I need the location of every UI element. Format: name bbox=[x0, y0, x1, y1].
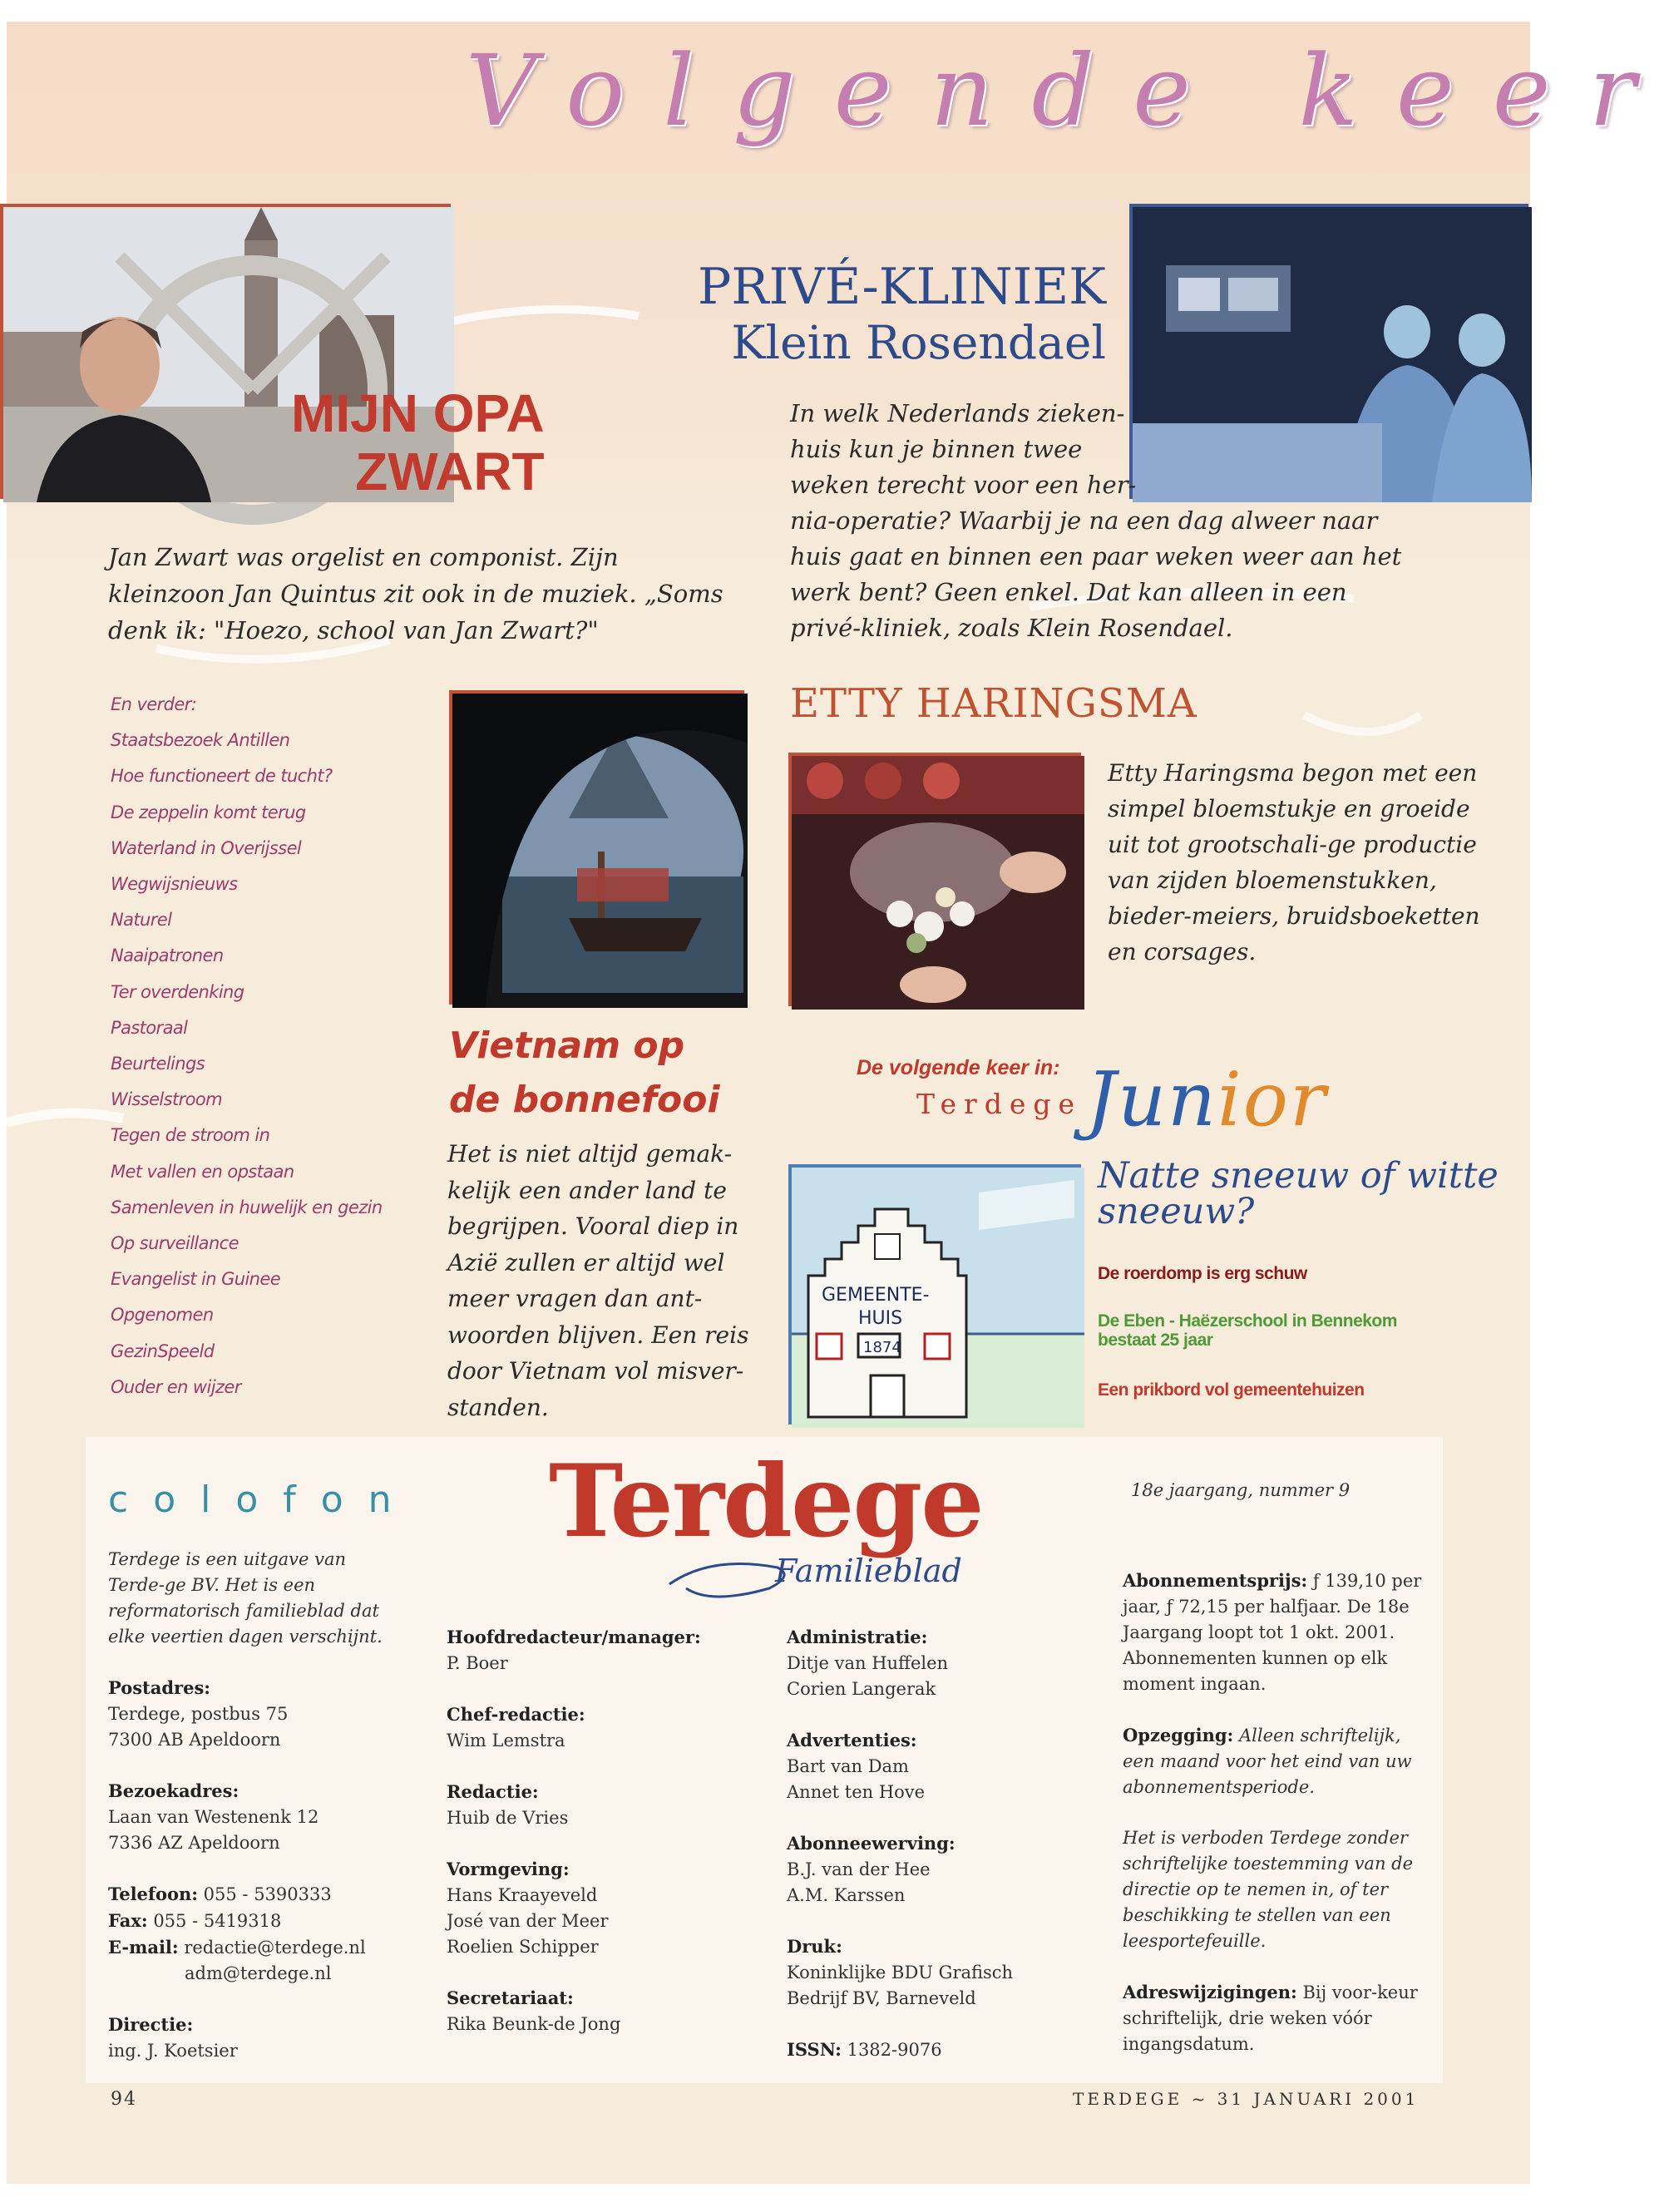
colofon-administratie bbox=[787, 1624, 1086, 1702]
email-label: E-mail: bbox=[108, 1937, 179, 1958]
toc-item[interactable]: Met vallen en opstaan bbox=[111, 1161, 294, 1182]
junior-item-3: Een prikbord vol gemeentehuizen bbox=[1098, 1380, 1365, 1400]
toc-item[interactable]: Tegen de stroom in bbox=[111, 1125, 270, 1146]
colofon-postadres bbox=[108, 1675, 407, 1753]
toc-item[interactable]: Beurtelings bbox=[111, 1054, 205, 1074]
etty-photo bbox=[788, 753, 1081, 1006]
redactie-value: Huib de Vries bbox=[447, 1808, 569, 1828]
toc-item[interactable]: Staatsbezoek Antillen bbox=[111, 730, 290, 751]
junior-item-1: De roerdomp is erg schuw bbox=[1098, 1264, 1307, 1283]
drawing-text-1: GEMEENTE- bbox=[822, 1285, 930, 1306]
page-number: 94 bbox=[111, 2089, 137, 2110]
toc-item[interactable]: GezinSpeeld bbox=[111, 1341, 215, 1361]
kliniek-heading-line2: Klein Rosendael bbox=[731, 316, 1106, 369]
toc-item[interactable]: Op surveillance bbox=[111, 1233, 239, 1254]
kliniek-heading bbox=[582, 258, 1106, 369]
email-link-1[interactable]: redactie@terdege.nl bbox=[178, 1938, 366, 1958]
junior-item-2: De Eben - Haëzerschool in Bennekom bestaat 25 jaar bbox=[1098, 1311, 1397, 1350]
issue-footer: TERDEGE ~ 31 JANUARI 2001 bbox=[1073, 2089, 1420, 2109]
toc-item[interactable]: Hoe functioneert de tucht? bbox=[111, 766, 333, 787]
kliniek-lead bbox=[790, 396, 1405, 646]
colofon-hoofdredacteur bbox=[447, 1624, 746, 1676]
werving-1: B.J. van der Hee bbox=[787, 1859, 931, 1879]
adv-label: Advertenties: bbox=[787, 1730, 917, 1750]
toc-item[interactable]: De zeppelin komt terug bbox=[111, 802, 306, 822]
toc-item[interactable]: Wegwijsnieuws bbox=[111, 874, 238, 895]
gemeentehuis-drawing bbox=[792, 1168, 1084, 1428]
kliniek-lead-part2: nia-operatie? Waarbij je na een dag alweer naar huis gaat en binnen een paar weken weer aan het werk bent? Geen enkel. Dat kan alleen in een privé-kliniek, zoals Klein Rosendael. bbox=[790, 506, 1402, 642]
bezoek-2: 7336 AZ Apeldoorn bbox=[108, 1833, 280, 1853]
colofon-chef bbox=[447, 1701, 746, 1754]
junior-brand: Terdege bbox=[916, 1088, 1083, 1120]
colofon-adreswijzigingen bbox=[1123, 1979, 1422, 2057]
colofon-vormgeving bbox=[447, 1856, 746, 1960]
colofon-intro: Terdege is een uitgave van Terde-ge BV. Het is een reformatorisch familieblad dat elke veertien dagen verschijnt. bbox=[108, 1549, 383, 1647]
vietnam-heading-line1: Vietnam op bbox=[449, 1025, 685, 1067]
drawing-text-2: HUIS bbox=[858, 1308, 903, 1329]
postadres-label: Postadres: bbox=[108, 1677, 211, 1698]
adres-value: Bij voor-keur schriftelijk, drie weken vóór ingangsdatum. bbox=[1123, 1982, 1418, 2054]
postadres-1: Terdege, postbus 75 bbox=[108, 1704, 289, 1724]
toc-item[interactable]: Waterland in Overijssel bbox=[111, 837, 302, 858]
opa-heading-line1: MIJN OPA bbox=[291, 383, 545, 443]
colofon-verbod: Het is verboden Terdege zonder schriftelijke toestemming van de directie op te nemen in, of ter beschikking te stellen van een leesportefeuille. bbox=[1123, 1828, 1414, 1951]
etty-lead: Etty Haringsma begon met een simpel bloemstukje en groeide uit tot grootschali-ge productie van zijden bloemenstukken, bieder-meiers, bruidsboeketten en corsages. bbox=[1108, 759, 1480, 965]
junior-logo bbox=[1086, 1056, 1327, 1143]
tel-value: 055 - 5390333 bbox=[197, 1884, 332, 1904]
directie-value: ing. J. Koetsier bbox=[108, 2041, 238, 2061]
toc-item[interactable]: Ouder en wijzer bbox=[111, 1376, 241, 1397]
toc-item[interactable]: Opgenomen bbox=[111, 1305, 214, 1326]
tel-label: Telefoon: bbox=[108, 1884, 198, 1904]
werving-2: A.M. Karssen bbox=[787, 1885, 906, 1905]
vietnam-photo-art bbox=[452, 694, 748, 1008]
vietnam-heading bbox=[449, 1019, 720, 1127]
druk-label: Druk: bbox=[787, 1936, 842, 1957]
colofon-directie bbox=[108, 2012, 407, 2064]
toc-item[interactable]: Pastoraal bbox=[111, 1017, 188, 1038]
colofon-heading: colofon bbox=[108, 1479, 417, 1521]
issn-label: ISSN: bbox=[787, 2039, 842, 2060]
drawing-year: 1874 bbox=[863, 1339, 901, 1356]
email-link-2[interactable]: adm@terdege.nl bbox=[185, 1963, 332, 1983]
hoofd-value: P. Boer bbox=[447, 1653, 508, 1673]
hoofd-label: Hoofdredacteur/manager: bbox=[447, 1627, 701, 1647]
swoosh-4 bbox=[7, 1113, 123, 1123]
colofon-druk bbox=[787, 1933, 1086, 2012]
colofon-issn bbox=[787, 2037, 1086, 2063]
druk-1: Koninklijke BDU Grafisch bbox=[787, 1963, 1014, 1982]
bezoek-label: Bezoekadres: bbox=[108, 1780, 239, 1801]
chef-label: Chef-redactie: bbox=[447, 1704, 585, 1725]
toc-item[interactable]: Evangelist in Guinee bbox=[111, 1269, 281, 1290]
colofon-col-2 bbox=[447, 1624, 746, 2062]
etty-photo-art bbox=[792, 756, 1084, 1010]
toc-item[interactable]: Naturel bbox=[111, 910, 172, 931]
vorm-2: José van der Meer bbox=[447, 1911, 609, 1931]
colofon-abonneewerving bbox=[787, 1830, 1086, 1908]
colofon-brand: Terdege bbox=[549, 1443, 983, 1560]
abon-value: ƒ 139,10 per jaar, ƒ 72,15 per halfjaar. De 18e Jaargang loopt tot 1 okt. 2001. Abonnementen kunnen op elk moment ingaan. bbox=[1123, 1571, 1422, 1694]
etty-heading: ETTY HARINGSMA bbox=[790, 680, 1197, 727]
opa-lead: Jan Zwart was orgelist en componist. Zijn kleinzoon Jan Quintus zit ook in de muziek. „Soms denk ik: "Hoezo, school van Jan Zwart?" bbox=[108, 543, 723, 644]
junior-drawing bbox=[788, 1164, 1081, 1424]
druk-2: Bedrijf BV, Barneveld bbox=[787, 1988, 976, 2008]
colofon-col-1 bbox=[108, 1547, 407, 2089]
junior-sneeuw: Natte sneeuw of witte sneeuw? bbox=[1098, 1155, 1499, 1232]
toc-item[interactable]: Wisselstroom bbox=[111, 1089, 222, 1110]
junior-intro: De volgende keer in: bbox=[857, 1056, 1060, 1079]
secr-label: Secretariaat: bbox=[447, 1987, 574, 2008]
opz-label: Opzegging: bbox=[1123, 1725, 1234, 1745]
colofon-opzegging bbox=[1123, 1722, 1422, 1800]
vorm-1: Hans Kraayeveld bbox=[447, 1885, 598, 1905]
adres-label: Adreswijzigingen: bbox=[1123, 1982, 1297, 2002]
fax-value: 055 - 5419318 bbox=[147, 1911, 282, 1931]
opa-heading-line2: ZWART bbox=[355, 442, 545, 501]
admin-1: Ditje van Huffelen bbox=[787, 1653, 949, 1673]
colofon-col-4 bbox=[1123, 1568, 1422, 2082]
colofon-advertenties bbox=[787, 1727, 1086, 1805]
jaargang: 18e jaargang, nummer 9 bbox=[1131, 1480, 1351, 1500]
directie-label: Directie: bbox=[108, 2014, 194, 2035]
vietnam-lead: Het is niet altijd gemak-kelijk een ander land te begrijpen. Vooral diep in Azië zullen er altijd wel meer vragen dan ant-woorden blijven. Een reis door Vietnam vol misver-standen. bbox=[447, 1140, 749, 1421]
vorm-label: Vormgeving: bbox=[447, 1859, 570, 1879]
vorm-3: Roelien Schipper bbox=[447, 1937, 599, 1957]
colofon-brand-sub: Familieblad bbox=[775, 1553, 962, 1589]
swoosh-5 bbox=[1304, 715, 1420, 732]
toc-item[interactable]: Ter overdenking bbox=[111, 981, 244, 1002]
secr-value: Rika Beunk-de Jong bbox=[447, 2014, 621, 2034]
colofon-secretariaat bbox=[447, 1985, 746, 2037]
colofon-abonnement bbox=[1123, 1568, 1422, 1697]
adv-2: Annet ten Hove bbox=[787, 1782, 926, 1802]
colofon-redactie bbox=[447, 1779, 746, 1831]
redactie-label: Redactie: bbox=[447, 1781, 539, 1802]
kliniek-lead-part1: In welk Nederlands zieken-huis kun je binnen twee weken terecht voor een her- bbox=[790, 399, 1137, 499]
page-title: Volgende keer bbox=[466, 33, 1674, 148]
issn-value: 1382-9076 bbox=[841, 2040, 942, 2060]
chef-value: Wim Lemstra bbox=[447, 1731, 565, 1750]
vietnam-heading-line2: de bonnefooi bbox=[449, 1079, 720, 1121]
vietnam-photo bbox=[449, 690, 744, 1005]
colofon-contact bbox=[108, 1881, 407, 1987]
toc-item[interactable]: En verder: bbox=[111, 694, 197, 714]
werving-label: Abonneewerving: bbox=[787, 1833, 956, 1854]
adv-1: Bart van Dam bbox=[787, 1756, 909, 1776]
admin-label: Administratie: bbox=[787, 1627, 928, 1647]
toc-item[interactable]: Naaipatronen bbox=[111, 946, 224, 966]
toc-item[interactable]: Samenleven in huwelijk en gezin bbox=[111, 1197, 383, 1217]
abon-label: Abonnementsprijs: bbox=[1123, 1570, 1308, 1591]
opa-heading bbox=[291, 384, 545, 501]
postadres-2: 7300 AB Apeldoorn bbox=[108, 1730, 281, 1750]
toc-list bbox=[111, 687, 383, 1405]
fax-label: Fax: bbox=[108, 1910, 148, 1931]
colofon-col-3 bbox=[787, 1624, 1086, 2088]
colofon-bezoekadres bbox=[108, 1778, 407, 1856]
junior-logo-orange: ior bbox=[1217, 1056, 1328, 1143]
opz-value: Alleen schriftelijk, een maand voor het eind van uw abonnementsperiode. bbox=[1123, 1726, 1412, 1797]
kliniek-heading-line1: PRIVÉ-KLINIEK bbox=[698, 258, 1106, 316]
junior-logo-blue: Jun bbox=[1086, 1056, 1218, 1143]
admin-2: Corien Langerak bbox=[787, 1679, 936, 1699]
bezoek-1: Laan van Westenenk 12 bbox=[108, 1807, 319, 1827]
